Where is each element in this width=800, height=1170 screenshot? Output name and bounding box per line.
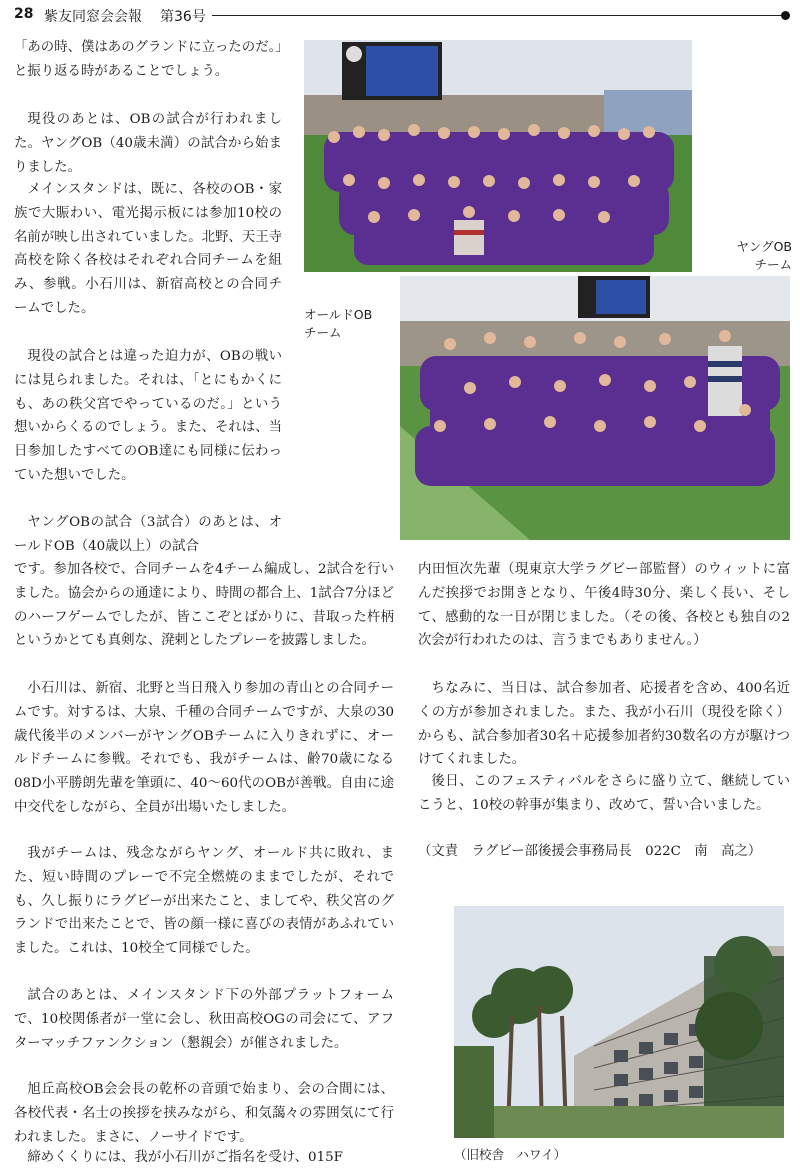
paragraph-10b: 内田恒次先輩（現東京大学ラグビー部監督）のウィットに富んだ挨拶でお開きとなり、午後4時30分、楽しく長い、そして、感動的な一日が閉じました。（その後、各校とも独自の2次会が行われたのは、言うまでもありません。）: [418, 562, 790, 649]
paragraph-6: 小石川は、新宿、北野と当日飛入り参加の青山との合同チームです。対するは、大泉、千種の合同チームですが、大泉の30歳代後半のメンバーがヤングOBチームに入りきれずに、オールドチームに参戦。それでも、我がチームは、齢70歳になる08D小平勝朗先輩を筆頭に、40〜60代のOBが善戦。自由に途中交代をしながら、全員が出場いたしました。: [14, 681, 394, 815]
old-ob-caption-line2: チーム: [304, 325, 342, 340]
paragraph-5a: ヤングOBの試合（3試合）のあとは、オールドOB（40歳以上）の試合: [14, 515, 282, 554]
old-school-caption: （旧校舎 ハワイ）: [454, 1147, 567, 1162]
paragraph-8: 試合のあとは、メインスタンド下の外部プラットフォームで、10校関係者が一堂に会し、秋田高校OGの司会にて、アフターマッチファンクション（懇親会）が催されました。: [14, 988, 394, 1051]
paragraph-3: メインスタンドは、既に、各校のOB・家族で大賑わい、電光掲示板には参加10校の名前が映し出されていました。北野、天王寺高校を除く各校はそれぞれ合同チームを組み、参戦。小石川は、新宿高校との合同チームでした。: [14, 182, 282, 316]
paragraph-2: 現役のあとは、OBの試合が行われました。ヤングOB（40歳未満）の試合から始まりました。: [14, 112, 282, 175]
paragraph-11: ちなみに、当日は、試合参加者、応援者を含め、400名近くの方が参加されました。また、我が小石川（現役を除く）からも、試合参加者30名＋応援参加者約30数名の方が駆けつけてくれました。: [418, 681, 790, 768]
paragraph-4: 現役の試合とは違った迫力が、OBの戦いには見られました。それは、「とにもかくにも、あの秩父宮でやっているのだ。」という想いからくるのでしょう。また、それは、当日参加したすべてのOB達にも同様に伝わっていた想いでした。: [14, 349, 282, 483]
paragraph-1: 「あの時、僕はあのグランドに立ったのだ。」と振り返る時があることでしょう。: [14, 40, 282, 79]
page-number: 28: [14, 6, 34, 22]
paragraph-5b: です。参加各校で、合同チームを4チーム編成し、2試合を行いました。協会からの通達により、時間の都合上、1試合7分ほどのハーフゲームでしたが、皆ここぞとばかりに、昔取った杵柄というかとても真剣な、溌剌としたプレーを披露しました。: [14, 562, 394, 649]
young-ob-caption: [700, 238, 792, 274]
paragraph-12: 後日、このフェスティバルをさらに盛り立て、継続していこうと、10校の幹事が集まり、改めて、誓い合いました。: [418, 774, 790, 813]
issue-number: 第36号: [160, 9, 206, 25]
paragraph-10a: 締めくくりには、我が小石川がご指名を受け、015F: [27, 1150, 343, 1165]
page-header: [14, 4, 790, 26]
header-rule: [212, 15, 782, 16]
young-ob-caption-line2: チーム: [754, 257, 792, 272]
header-bullet: [781, 11, 790, 20]
paragraph-7: 我がチームは、残念ながらヤング、オールド共に敗れ、また、短い時間のプレーで不完全燃焼のままでしたが、それでも、久し振りにラグビーが出来たこと、ましてや、秩父宮のグランドで出来たことで、皆の顔一様に喜びの表情があふれていました。これは、10校全て同様でした。: [14, 846, 394, 957]
author-credit: （文責 ラグビー部後援会事務局長 022C 南 高之）: [418, 844, 762, 859]
young-ob-team-photo: [304, 40, 692, 272]
old-ob-team-photo: [400, 276, 790, 540]
paragraph-9: 旭丘高校OB会会長の乾杯の音頭で始まり、会の合間には、各校代表・名士の挨拶を挟みながら、和気藹々の雰囲気にて行われました。まさに、ノーサイドです。: [14, 1082, 394, 1145]
young-ob-caption-line1: ヤングOB: [736, 239, 792, 254]
old-ob-caption-line1: オールドOB: [304, 307, 373, 322]
journal-title: 紫友同窓会会報: [44, 9, 142, 25]
old-school-building-photo: [454, 906, 784, 1138]
old-ob-caption: [304, 306, 396, 342]
